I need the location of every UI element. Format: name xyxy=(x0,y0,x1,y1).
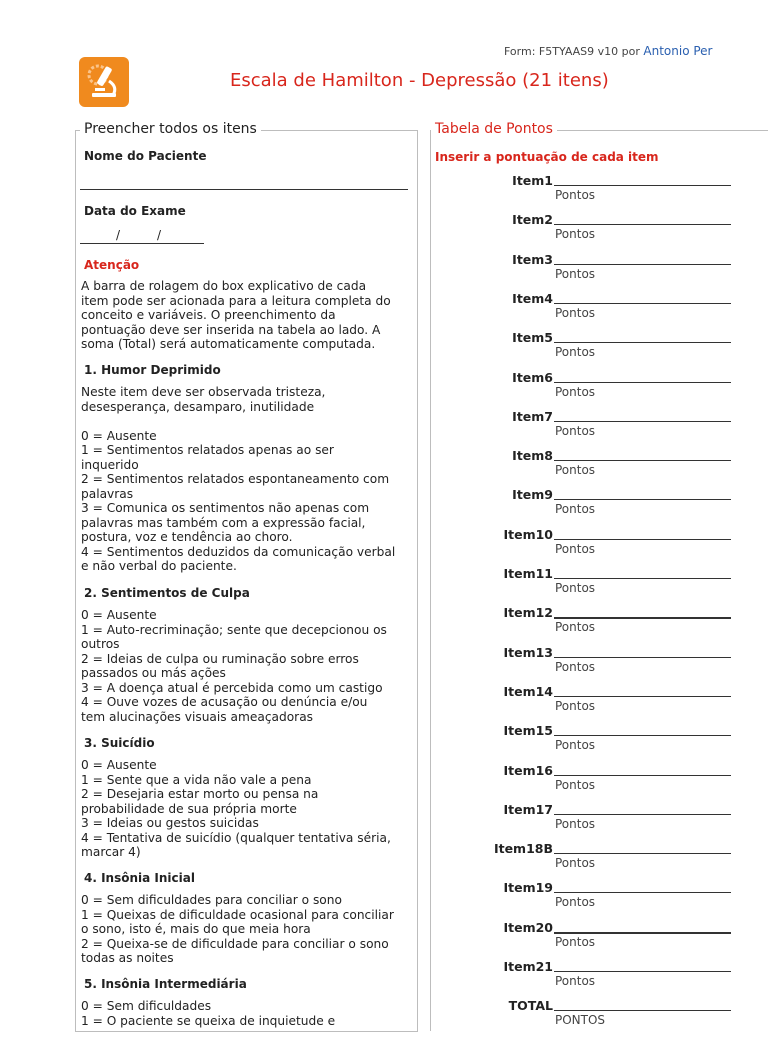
item-points-input[interactable] xyxy=(554,853,731,854)
left-panel-legend: Preencher todos os itens xyxy=(80,121,261,137)
item-points-input[interactable] xyxy=(554,696,731,697)
item-label: Item20 xyxy=(503,919,553,935)
item-label: Item17 xyxy=(503,801,553,817)
item-label: Item14 xyxy=(503,683,553,699)
points-row xyxy=(431,527,768,566)
points-label: Pontos xyxy=(555,188,596,202)
points-row xyxy=(431,920,768,959)
item-points-input[interactable] xyxy=(554,617,731,619)
points-row xyxy=(431,409,768,448)
points-label: Pontos xyxy=(555,384,596,399)
exam-date-field[interactable] xyxy=(80,243,204,244)
section-heading: 5. Insônia Intermediária xyxy=(84,977,247,991)
points-label: Pontos xyxy=(555,934,596,949)
points-row xyxy=(431,291,768,330)
points-row xyxy=(431,487,768,526)
item-label: Item2 xyxy=(512,212,553,228)
points-label: Pontos xyxy=(555,895,596,910)
item-label: Item8 xyxy=(512,448,553,464)
item-label: Item15 xyxy=(503,723,553,739)
author-link[interactable]: Antonio Per xyxy=(643,44,713,58)
item-label: Item18B xyxy=(493,841,553,857)
item-points-input[interactable] xyxy=(554,382,731,383)
points-label: Pontos xyxy=(555,738,596,753)
section-heading: 3. Suicídio xyxy=(84,736,155,750)
item-label: Item12 xyxy=(503,605,553,621)
item-label: Item13 xyxy=(503,644,553,660)
points-label: PONTOS xyxy=(555,1013,606,1028)
points-label: Pontos xyxy=(555,856,596,871)
total-label: TOTAL xyxy=(508,998,553,1014)
item-points-input[interactable] xyxy=(554,578,731,579)
points-instruction: Inserir a pontuação de cada item xyxy=(435,150,659,164)
points-row xyxy=(431,448,768,487)
item-label: Item3 xyxy=(512,251,553,267)
points-row xyxy=(431,880,768,919)
points-label: Pontos xyxy=(555,266,596,281)
points-row xyxy=(431,841,768,880)
section-text[interactable]: 0 = Ausente 1 = Auto-recriminação; sente que decepcionou os outros 2 = Ideias de culpa ou ruminação sobre erros passados ou más ações 3 = A doença atual é percebida como um castigo 4 = Ouve vozes de acusação ou denúncia e/ou tem alucinações visuais ameaçadoras xyxy=(81,608,387,724)
points-row xyxy=(431,959,768,998)
item-points-input[interactable] xyxy=(554,892,731,893)
patient-name-label: Nome do Paciente xyxy=(84,149,207,163)
points-row xyxy=(431,763,768,802)
item-points-input[interactable] xyxy=(554,421,731,422)
item-points-input[interactable] xyxy=(554,735,731,736)
points-table-panel xyxy=(430,121,768,1031)
attention-label: Atenção xyxy=(84,258,140,272)
item-points-input[interactable] xyxy=(554,185,731,186)
section-heading: 1. Humor Deprimido xyxy=(84,363,221,377)
points-row xyxy=(431,370,768,409)
item-label: Item7 xyxy=(512,408,553,424)
points-label: Pontos xyxy=(555,620,596,635)
points-row xyxy=(431,330,768,369)
item-label: Item5 xyxy=(512,330,553,346)
date-separator: / xyxy=(157,228,162,242)
points-row xyxy=(431,566,768,605)
points-label: Pontos xyxy=(555,777,596,792)
points-row xyxy=(431,684,768,723)
points-row xyxy=(431,802,768,841)
patient-name-field[interactable] xyxy=(80,189,408,190)
points-label: Pontos xyxy=(555,423,596,438)
points-row xyxy=(431,173,768,212)
points-row xyxy=(431,723,768,762)
page-title: Escala de Hamilton - Depressão (21 itens) xyxy=(230,70,609,91)
points-row xyxy=(431,212,768,251)
points-row xyxy=(431,605,768,644)
points-row xyxy=(431,645,768,684)
item-points-input[interactable] xyxy=(554,657,731,658)
points-label: Pontos xyxy=(555,659,596,674)
item-label: Item6 xyxy=(512,369,553,385)
points-label: Pontos xyxy=(555,816,596,831)
item-points-input[interactable] xyxy=(554,303,731,304)
form-label: Form: F5TYAAS9 v10 por xyxy=(504,45,640,58)
attention-text: A barra de rolagem do box explicativo de cada item pode ser acionada para a leitura completa do conceito e variáveis. O preenchimento da pontuação deve ser inserida na tabela ao lado. A soma (Total) será automaticamente computada. xyxy=(81,279,391,351)
form-id xyxy=(504,44,713,58)
points-label: Pontos xyxy=(555,463,596,478)
total-row xyxy=(431,998,768,1037)
instructions-panel xyxy=(75,121,418,1032)
item-points-input[interactable] xyxy=(554,264,731,265)
points-label: Pontos xyxy=(555,502,596,517)
points-row xyxy=(431,252,768,291)
item-label: Item11 xyxy=(503,566,553,581)
points-label: Pontos xyxy=(555,541,596,556)
points-label: Pontos xyxy=(555,974,596,988)
item-label: Item1 xyxy=(512,173,553,188)
section-text[interactable]: 0 = Sem dificuldades 1 = O paciente se queixa de inquietude e xyxy=(81,999,336,1028)
microscope-icon xyxy=(79,57,129,107)
total-points-field[interactable] xyxy=(554,1010,731,1011)
section-text[interactable]: Neste item deve ser observada tristeza, desesperança, desamparo, inutilidade 0 = Ausente 1 = Sentimentos relatados apenas ao ser inquerido 2 = Sentimentos relatados espontaneamento com palavras 3 = Comunica os sentimentos não apenas com palavras mas também com a expressão facial, postura, voz e tendência ao choro. 4 = Sentimentos deduzidos da comunicação verbal e não verbal do paciente. xyxy=(81,385,396,573)
points-label: Pontos xyxy=(555,345,596,360)
item-points-input[interactable] xyxy=(554,539,731,540)
section-heading: 2. Sentimentos de Culpa xyxy=(84,586,250,600)
points-label: Pontos xyxy=(555,305,596,320)
item-label: Item16 xyxy=(503,762,553,778)
section-text[interactable]: 0 = Sem dificuldades para conciliar o sono 1 = Queixas de dificuldade ocasional para conciliar o sono, isto é, mais do que meia hora 2 = Queixa-se de dificuldade para conciliar o sono todas as noites xyxy=(81,893,394,965)
item-points-input[interactable] xyxy=(554,775,731,776)
item-label: Item21 xyxy=(503,959,553,974)
points-label: Pontos xyxy=(555,227,596,242)
right-panel-legend: Tabela de Pontos xyxy=(431,121,557,137)
item-points-input[interactable] xyxy=(554,460,731,461)
item-label: Item19 xyxy=(503,880,553,896)
item-points-input[interactable] xyxy=(554,971,731,972)
points-label: Pontos xyxy=(555,581,596,595)
section-text[interactable]: 0 = Ausente 1 = Sente que a vida não vale a pena 2 = Desejaria estar morto ou pensa na probabilidade de sua própria morte 3 = Ideias ou gestos suicidas 4 = Tentativa de suicídio (qualquer tentativa séria, marcar 4) xyxy=(81,758,391,859)
item-points-input[interactable] xyxy=(554,342,731,343)
date-separator: / xyxy=(116,228,121,242)
item-label: Item10 xyxy=(503,526,553,542)
item-points-input[interactable] xyxy=(554,224,731,225)
item-label: Item9 xyxy=(512,487,553,503)
item-points-input[interactable] xyxy=(554,814,731,815)
points-label: Pontos xyxy=(555,698,596,713)
exam-date-label: Data do Exame xyxy=(84,204,186,218)
section-heading: 4. Insônia Inicial xyxy=(84,871,195,885)
item-label: Item4 xyxy=(512,290,553,306)
item-points-input[interactable] xyxy=(554,499,731,500)
item-points-input[interactable] xyxy=(554,932,731,934)
